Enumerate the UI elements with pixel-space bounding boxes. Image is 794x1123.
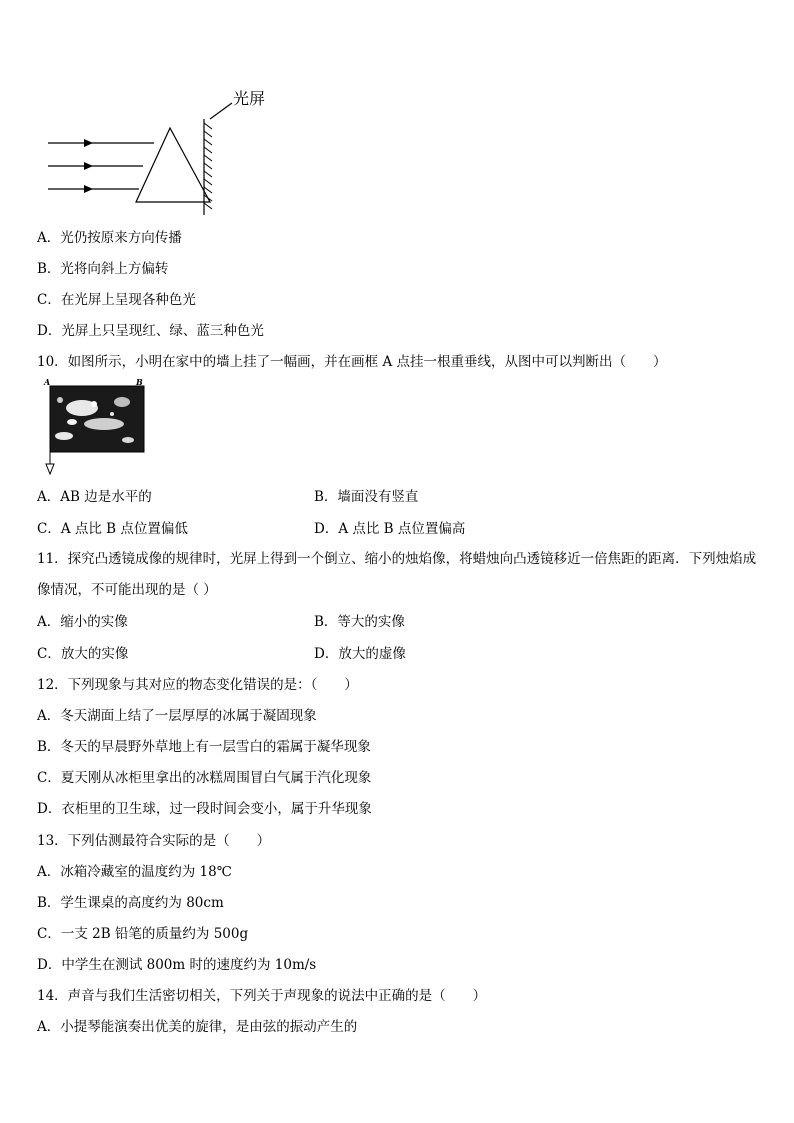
arrow-head-2 xyxy=(84,162,93,170)
q11-stem: 11．探究凸透镜成像的规律时，光屏上得到一个倒立、缩小的烛焰像，将蜡烛向凸透镜移近一倍焦距的距离．下列烛焰成像情况，不可能出现的是（ ） xyxy=(37,551,757,598)
q14-stem: 14．声音与我们生活密切相关，下列关于声现象的说法中正确的是（ ） xyxy=(37,988,487,1004)
q11-option-b: B．等大的实像 xyxy=(314,614,405,630)
q11-option-d: D．放大的虚像 xyxy=(314,646,406,662)
screen-leader xyxy=(210,103,232,119)
q13-option-d: D．中学生在测试 800m 时的速度约为 10m/s xyxy=(37,957,317,973)
q9-option-a: A．光仍按原来方向传播 xyxy=(37,230,182,246)
prism-diagram xyxy=(40,85,300,220)
q10-option-a: A．AB 边是水平的 xyxy=(37,489,152,505)
q13-option-b: B．学生课桌的高度约为 80cm xyxy=(37,895,224,911)
q12-stem: 12．下列现象与其对应的物态变化错误的是：（ ） xyxy=(37,677,358,693)
q13-option-a: A．冰箱冷藏室的温度约为 18℃ xyxy=(37,864,232,880)
arrow-head-3 xyxy=(84,185,93,193)
q10-stem: 10．如图所示，小明在家中的墙上挂了一幅画，并在画框 A 点挂一根重垂线，从图中可以判断出（ ） xyxy=(37,354,667,370)
prism-triangle xyxy=(136,128,210,202)
q10-option-d: D．A 点比 B 点位置偏高 xyxy=(314,521,466,537)
painting-figure xyxy=(42,378,152,478)
q11-option-c: C．放大的实像 xyxy=(37,646,129,662)
q9-option-b: B．光将向斜上方偏转 xyxy=(37,261,169,277)
q9-option-c: C．在光屏上呈现各种色光 xyxy=(37,292,196,308)
point-a-label: A xyxy=(44,377,51,387)
q12-option-a: A．冬天湖面上结了一层厚厚的冰属于凝固现象 xyxy=(37,708,317,724)
q11-option-a: A．缩小的实像 xyxy=(37,614,128,630)
q12-option-c: C．夏天刚从冰柜里拿出的冰糕周围冒白气属于汽化现象 xyxy=(37,770,372,786)
arrow-head-1 xyxy=(84,139,93,147)
q14-option-a: A．小提琴能演奏出优美的旋律，是由弦的振动产生的 xyxy=(37,1019,358,1035)
q10-option-b: B．墙面没有竖直 xyxy=(314,489,419,505)
point-b-label: B xyxy=(136,377,143,387)
q9-option-d: D．光屏上只呈现红、绿、蓝三种色光 xyxy=(37,323,264,339)
screen-label: 光屏 xyxy=(233,91,266,108)
q13-stem: 13．下列估测最符合实际的是（ ） xyxy=(37,833,271,849)
q13-option-c: C．一支 2B 铅笔的质量约为 500g xyxy=(37,926,249,942)
q12-option-b: B．冬天的早晨野外草地上有一层雪白的霜属于凝华现象 xyxy=(37,739,371,755)
q12-option-d: D．衣柜里的卫生球，过一段时间会变小，属于升华现象 xyxy=(37,801,372,817)
plumb-bob xyxy=(46,464,54,474)
q10-option-c: C．A 点比 B 点位置偏低 xyxy=(37,521,188,537)
